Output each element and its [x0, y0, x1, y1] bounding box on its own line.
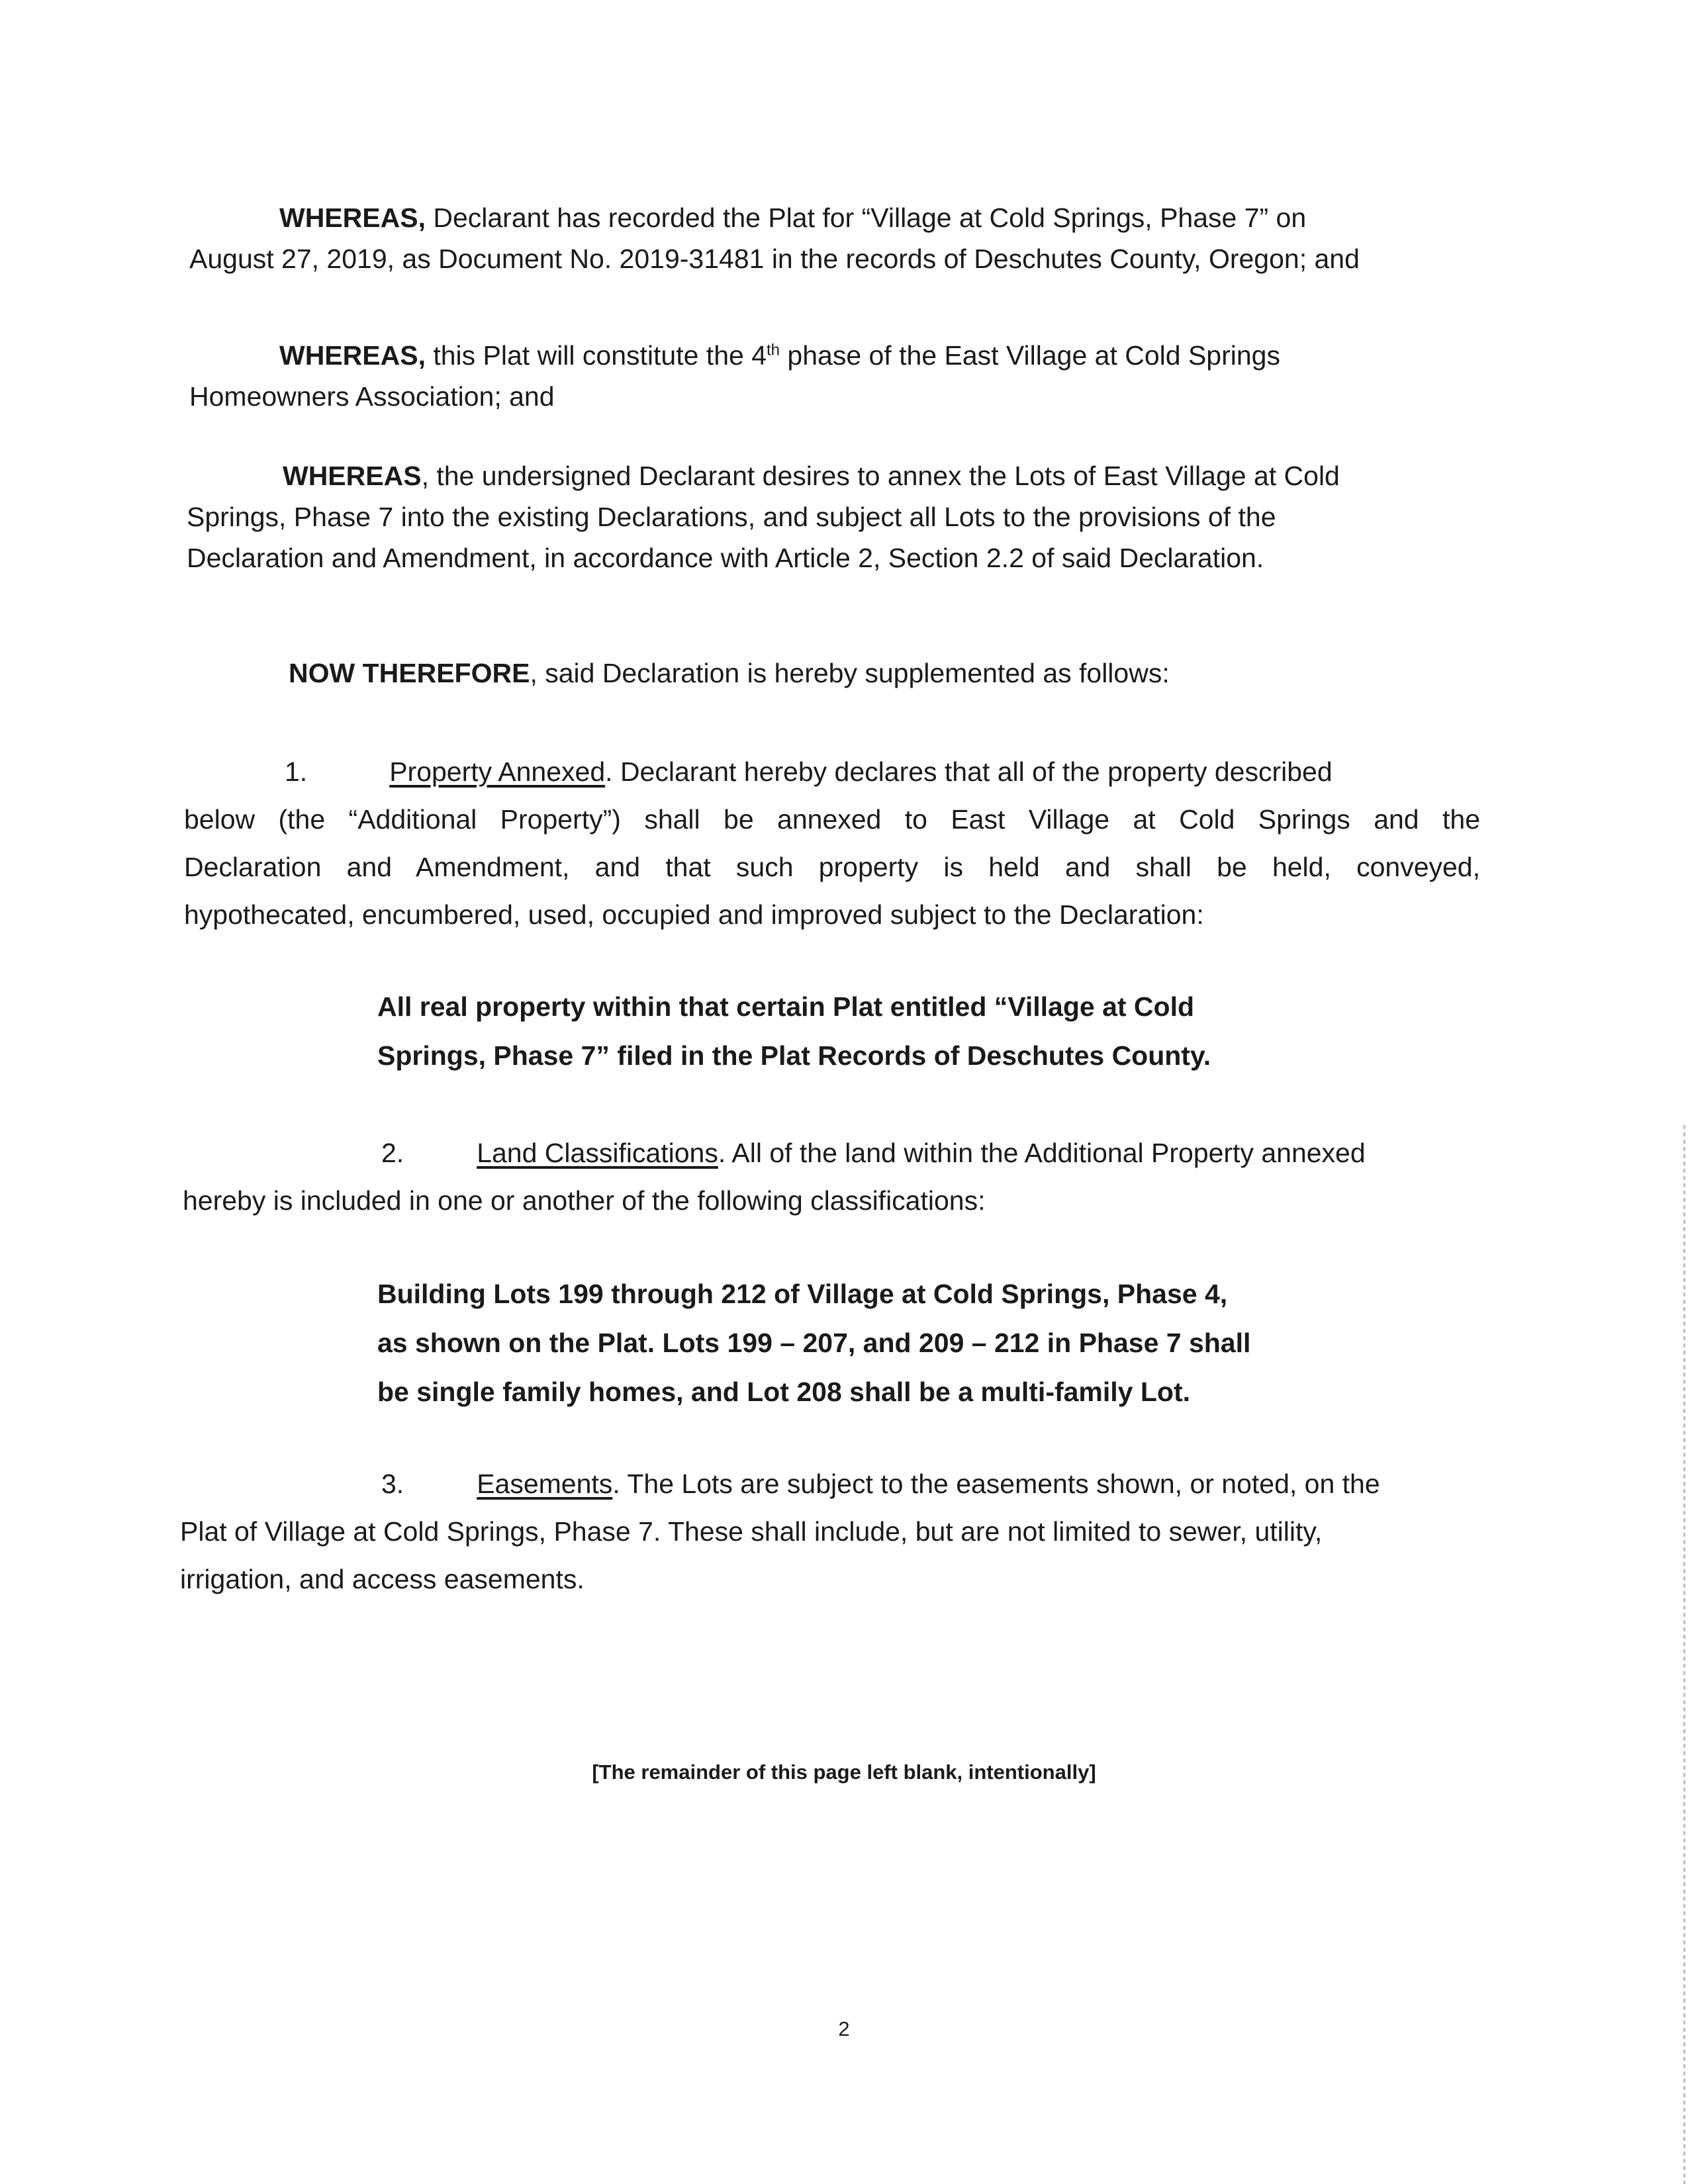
remainder-blank-note: [The remainder of this page left blank, intentionally] [592, 1760, 1096, 1784]
whereas-lead: WHEREAS, [279, 203, 426, 233]
paragraph-text: . The Lots are subject to the easements shown, or noted, on the [612, 1469, 1380, 1499]
bold-text: Springs, Phase 7” filed in the Plat Records of Deschutes County. [377, 1040, 1211, 1071]
section-1-property-annexed [184, 748, 1480, 938]
bold-text: Building Lots 199 through 212 of Village at Cold Springs, Phase 4, [377, 1279, 1228, 1309]
paragraph-text: phase of the East Village at Cold Springs [780, 340, 1280, 371]
whereas-lead: WHEREAS, [279, 340, 426, 371]
paragraph-text: Homeowners Association; and [189, 381, 555, 412]
section-heading: Land Classifications [477, 1138, 718, 1168]
paragraph-text: . Declarant hereby declares that all of the property described [605, 756, 1333, 787]
paragraph-text: , said Declaration is hereby supplemented as follows: [530, 658, 1170, 688]
paragraph-text: Springs, Phase 7 into the existing Declarations, and subject all Lots to the provisions of the [187, 502, 1276, 532]
section-number: 3. [381, 1469, 404, 1499]
paragraph-text: hereby is included in one or another of the following classifications: [183, 1185, 986, 1216]
paragraph-text: Declaration and Amendment, in accordance with Article 2, Section 2.2 of said Declaration. [187, 543, 1264, 573]
whereas-lead: WHEREAS [283, 461, 422, 491]
section-3-easements [180, 1460, 1481, 1603]
bold-text: as shown on the Plat. Lots 199 – 207, and 209 – 212 in Phase 7 shall [377, 1328, 1251, 1358]
scan-edge-artifact [1683, 1125, 1685, 2184]
section-1-property-description [377, 982, 1337, 1080]
section-number: 2. [381, 1138, 404, 1168]
paragraph-text: below (the “Additional Property”) shall be annexed to East Village at Cold Springs and the [184, 804, 1480, 835]
paragraph-text: Declarant has recorded the Plat for “Village at Cold Springs, Phase 7” on [425, 203, 1307, 233]
paragraph-text: August 27, 2019, as Document No. 2019-31481 in the records of Deschutes County, Oregon; and [189, 244, 1360, 274]
section-heading: Easements [477, 1469, 613, 1499]
section-heading: Property Annexed [389, 756, 606, 787]
section-number: 1. [285, 756, 308, 787]
paragraph-text: . All of the land within the Additional Property annexed [718, 1138, 1366, 1168]
paragraph-text: Plat of Village at Cold Springs, Phase 7. These shall include, but are not limited to sewer, utility, [180, 1516, 1323, 1547]
paragraph-text: Declaration and Amendment, and that such property is held and shall be held, conveyed, [184, 852, 1480, 882]
paragraph-text: this Plat will constitute the 4 [425, 340, 767, 371]
paragraph-text: , the undersigned Declarant desires to annex the Lots of East Village at Cold [421, 461, 1340, 491]
section-2-land-classifications [183, 1129, 1481, 1224]
bold-text: All real property within that certain Plat entitled “Village at Cold [377, 991, 1195, 1022]
now-therefore-lead: NOW THEREFORE [289, 658, 530, 688]
whereas-paragraph-3 [180, 455, 1441, 578]
ordinal-superscript: th [767, 341, 780, 359]
page-number: 2 [838, 2017, 850, 2040]
whereas-paragraph-1 [180, 197, 1484, 279]
now-therefore-paragraph [180, 653, 1484, 694]
bold-text: be single family homes, and Lot 208 shall be a multi-family Lot. [377, 1377, 1190, 1407]
section-2-lot-classifications [377, 1269, 1337, 1416]
paragraph-text: irrigation, and access easements. [180, 1564, 585, 1594]
whereas-paragraph-2 [180, 335, 1484, 417]
paragraph-text: hypothecated, encumbered, used, occupied and improved subject to the Declaration: [184, 899, 1204, 930]
